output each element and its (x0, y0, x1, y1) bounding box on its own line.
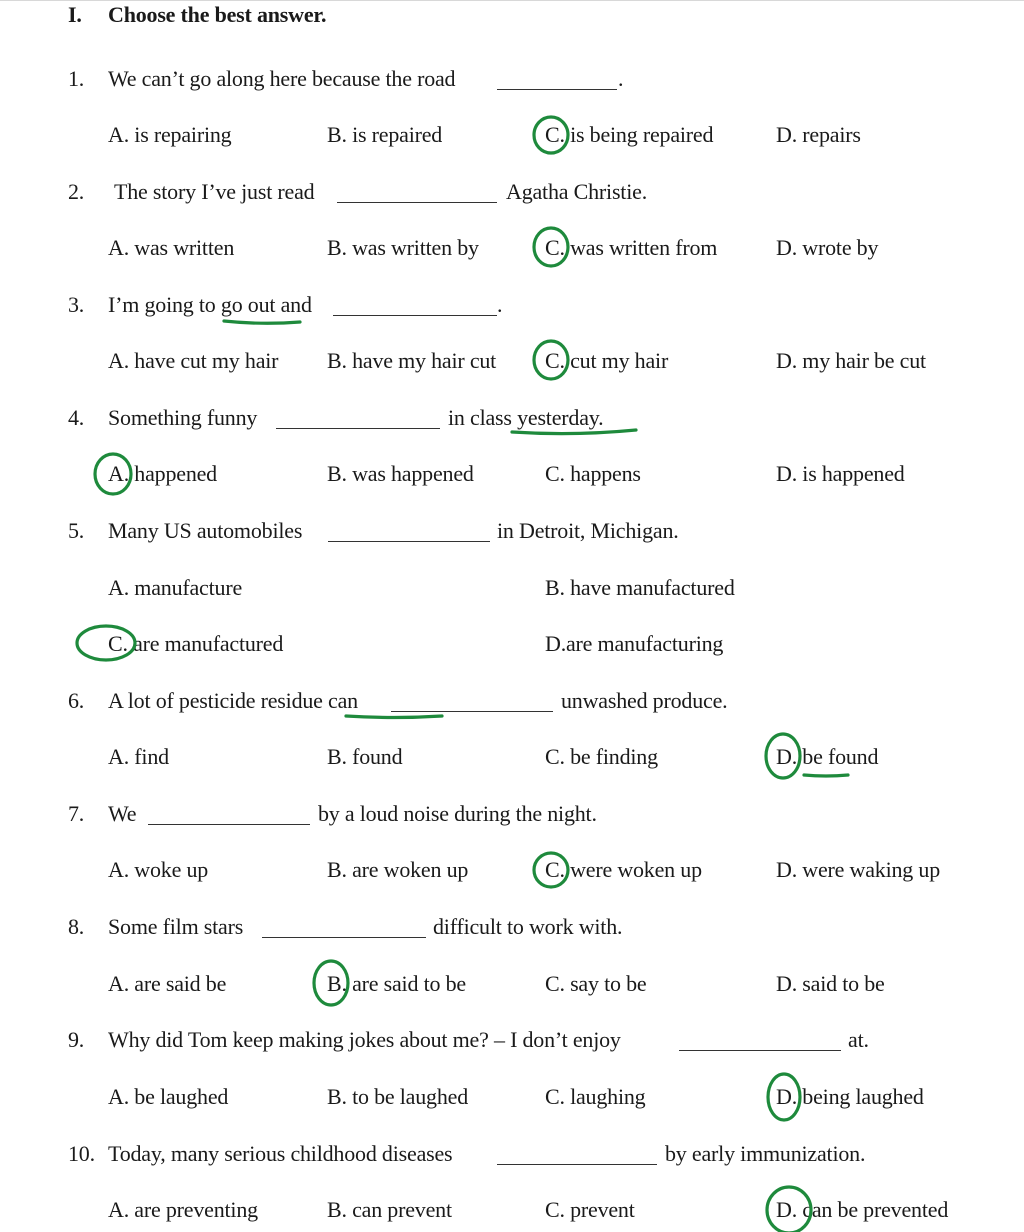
question-text-end: at. (848, 1027, 869, 1052)
question-text-end: in Detroit, Michigan. (497, 518, 679, 543)
option-d[interactable]: D.are manufacturing (545, 631, 724, 656)
underline-mark (346, 716, 442, 718)
answer-blank (148, 824, 310, 825)
question-text-end: by a loud noise during the night. (318, 801, 597, 826)
question-text-end: . (618, 66, 624, 91)
answer-blank (391, 711, 553, 712)
question-number: 5. (68, 518, 85, 543)
option-d[interactable]: D. wrote by (776, 235, 879, 260)
question-text: Why did Tom keep making jokes about me? – I don’t enjoy (108, 1027, 621, 1052)
question-number: 1. (68, 66, 85, 91)
answer-blank (276, 428, 440, 429)
question-text: A lot of pesticide residue can (108, 688, 358, 713)
option-d[interactable]: D. were waking up (776, 857, 940, 882)
option-c[interactable]: C. are manufactured (108, 631, 284, 656)
option-d[interactable]: D. repairs (776, 122, 861, 147)
question-number: 2. (68, 179, 85, 204)
option-a[interactable]: A. manufacture (108, 575, 243, 600)
underline-mark (804, 775, 848, 776)
option-a[interactable]: A. find (108, 744, 169, 769)
option-a[interactable]: A. woke up (108, 857, 209, 882)
option-c[interactable]: C. cut my hair (545, 348, 669, 373)
option-c[interactable]: C. prevent (545, 1197, 635, 1222)
section-title: Choose the best answer. (108, 2, 327, 27)
question-text-end: in class yesterday. (448, 405, 604, 430)
option-c[interactable]: C. laughing (545, 1084, 646, 1109)
option-d[interactable]: D. can be prevented (776, 1197, 949, 1222)
option-b[interactable]: B. was written by (327, 235, 479, 260)
answer-blank (333, 315, 497, 316)
question-text: I’m going to go out and (108, 292, 312, 317)
option-c[interactable]: C. say to be (545, 971, 647, 996)
option-a[interactable]: A. happened (108, 461, 217, 486)
page-top-edge (0, 0, 1024, 1)
question-text: Some film stars (108, 914, 244, 939)
option-c[interactable]: C. happens (545, 461, 641, 486)
question-number: 9. (68, 1027, 85, 1052)
option-b[interactable]: B. can prevent (327, 1197, 452, 1222)
option-d[interactable]: D. my hair be cut (776, 348, 926, 373)
option-d[interactable]: D. being laughed (776, 1084, 924, 1109)
answer-blank (679, 1050, 841, 1051)
option-b[interactable]: B. have manufactured (545, 575, 735, 600)
answer-blank (328, 541, 490, 542)
option-a[interactable]: A. was written (108, 235, 235, 260)
answer-blank (497, 89, 617, 90)
question-text-end: difficult to work with. (433, 914, 623, 939)
section-number: I. (68, 2, 82, 27)
option-c[interactable]: C. is being repaired (545, 122, 714, 147)
question-number: 7. (68, 801, 85, 826)
question-text: We (108, 801, 137, 826)
option-a[interactable]: A. are preventing (108, 1197, 258, 1222)
answer-blank (262, 937, 426, 938)
question-number: 3. (68, 292, 85, 317)
question-text-end: . (497, 292, 503, 317)
question-text-end: by early immunization. (665, 1141, 866, 1166)
question-number: 4. (68, 405, 85, 430)
question-number: 10. (68, 1141, 95, 1166)
question-number: 6. (68, 688, 85, 713)
question-text-end: Agatha Christie. (506, 179, 647, 204)
option-c[interactable]: C. were woken up (545, 857, 702, 882)
option-c[interactable]: C. was written from (545, 235, 718, 260)
option-b[interactable]: B. to be laughed (327, 1084, 468, 1109)
question-text: Something funny (108, 405, 258, 430)
option-d[interactable]: D. is happened (776, 461, 905, 486)
option-d[interactable]: D. be found (776, 744, 879, 769)
option-b[interactable]: B. found (327, 744, 403, 769)
question-text-end: unwashed produce. (561, 688, 728, 713)
question-number: 8. (68, 914, 85, 939)
underline-mark (224, 321, 300, 323)
option-b[interactable]: B. is repaired (327, 122, 443, 147)
option-a[interactable]: A. are said be (108, 971, 227, 996)
option-a[interactable]: A. is repairing (108, 122, 232, 147)
option-a[interactable]: A. have cut my hair (108, 348, 279, 373)
answer-blank (497, 1164, 657, 1165)
question-text: Many US automobiles (108, 518, 303, 543)
option-b[interactable]: B. have my hair cut (327, 348, 497, 373)
question-text: We can’t go along here because the road (108, 66, 456, 91)
question-text: Today, many serious childhood diseases (108, 1141, 453, 1166)
answer-blank (337, 202, 497, 203)
option-a[interactable]: A. be laughed (108, 1084, 229, 1109)
option-d[interactable]: D. said to be (776, 971, 885, 996)
option-b[interactable]: B. was happened (327, 461, 474, 486)
option-b[interactable]: B. are said to be (327, 971, 466, 996)
option-b[interactable]: B. are woken up (327, 857, 469, 882)
option-c[interactable]: C. be finding (545, 744, 658, 769)
question-text: The story I’ve just read (114, 179, 315, 204)
